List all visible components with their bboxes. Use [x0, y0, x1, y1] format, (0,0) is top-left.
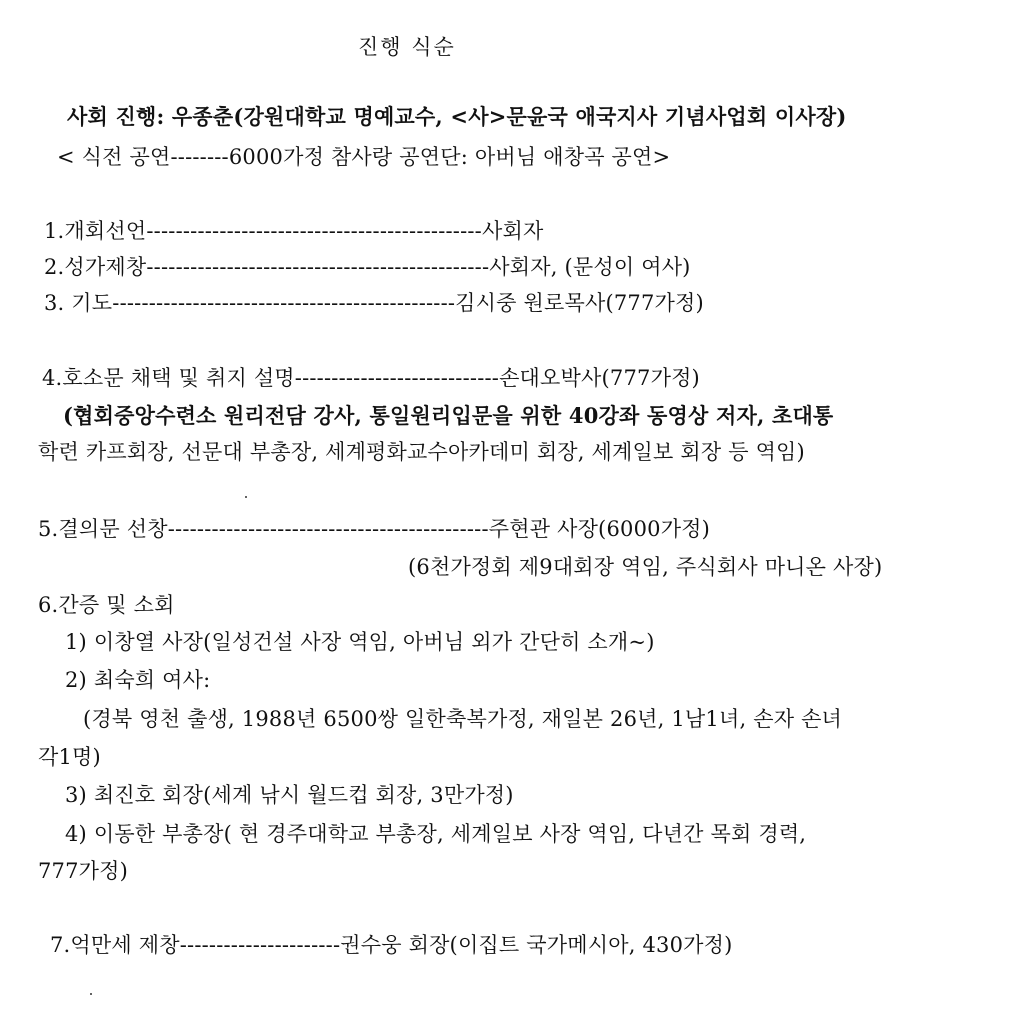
item-5: 5.결의문 선창--------------------------------------------주현관 사장(6000가정): [38, 517, 711, 541]
item-4-desc-1: (협회중앙수련소 원리전담 강사, 통일원리입문을 위한 40강좌 동영상 저자, 초대통: [63, 403, 834, 428]
item-6-2-desc-1: (경북 영천 출생, 1988년 6500쌍 일한축복가정, 재일본 26년, 1남1녀, 손자 손녀: [83, 707, 843, 731]
item-6-2-desc-2: 각1명): [38, 745, 101, 769]
pre-event-line: < 식전 공연--------6000가정 참사랑 공연단: 아버님 애창곡 공연>: [57, 145, 671, 169]
item-6-3: 3) 최진호 회장(세계 낚시 월드컵 회장, 3만가정): [65, 783, 514, 807]
title: 진행 식순: [358, 35, 456, 59]
item-7: 7.억만세 제창----------------------권수웅 회장(이집트 국가메시아, 430가정): [50, 933, 733, 957]
item-4: 4.호소문 채택 및 취지 설명----------------------------손대오박사(777가정): [42, 366, 700, 390]
speck: [245, 496, 247, 498]
item-4-desc-2: 학련 카프회장, 선문대 부총장, 세계평화교수아카데미 회장, 세계일보 회장 등 역임): [38, 440, 805, 464]
item-6-2: 2) 최숙희 여사:: [65, 668, 211, 692]
item-5-desc: (6천가정회 제9대회장 역임, 주식회사 마니온 사장): [408, 555, 883, 579]
item-6-4: 4) 이동한 부총장( 현 경주대학교 부총장, 세계일보 사장 역임, 다년간 목회 경력,: [65, 822, 807, 846]
speck: [90, 993, 92, 995]
item-1: 1.개회선언----------------------------------------------사회자: [44, 219, 544, 243]
item-3: 3. 기도-----------------------------------------------김시중 원로목사(777가정): [44, 291, 704, 315]
item-6-4-cont: 777가정): [38, 859, 129, 883]
emcee-line: 사회 진행: 우종춘(강원대학교 명예교수, <사>문윤국 애국지사 기념사업회 이사장): [67, 104, 847, 129]
item-6: 6.간증 및 소회: [38, 593, 175, 617]
item-2: 2.성가제창-----------------------------------------------사회자, (문성이 여사): [44, 255, 691, 279]
item-6-1: 1) 이창열 사장(일성건설 사장 역임, 아버님 외가 간단히 소개~): [65, 630, 655, 654]
